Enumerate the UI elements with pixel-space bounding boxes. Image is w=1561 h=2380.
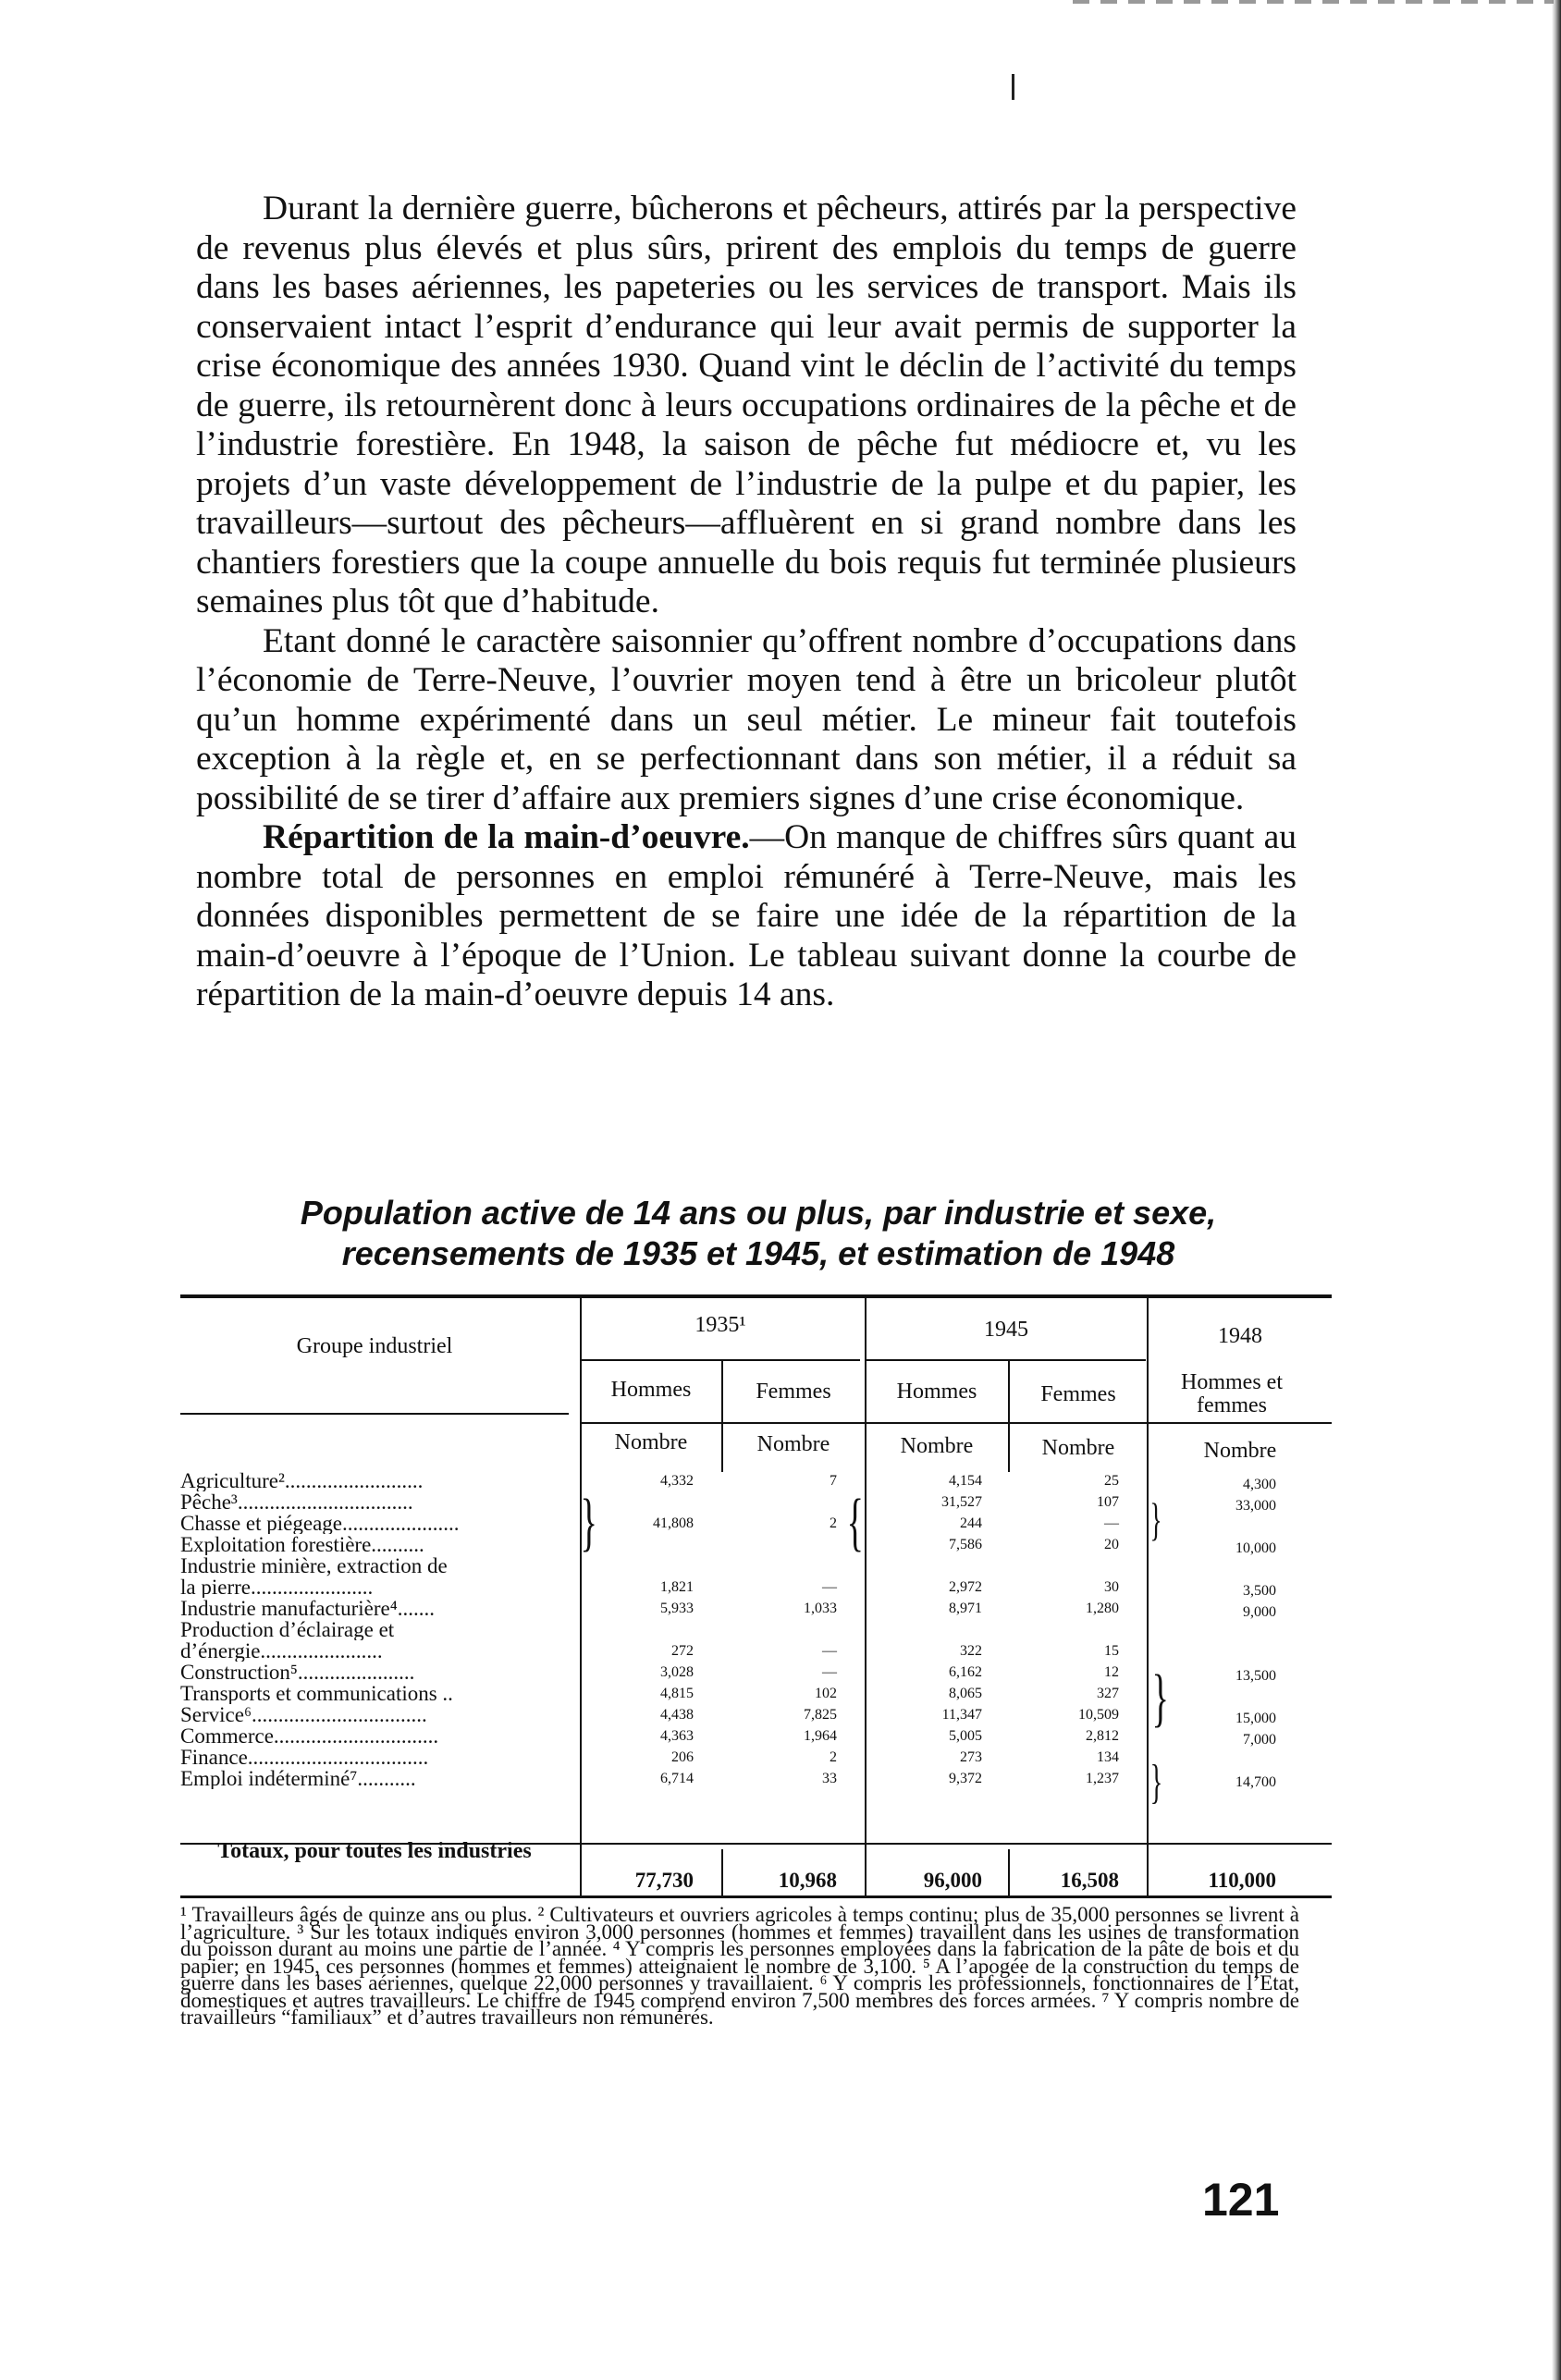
table-cell: 1,237 <box>1086 1771 1119 1786</box>
table-cell: 31,527 <box>941 1494 982 1510</box>
table-cell: 7,825 <box>804 1707 837 1723</box>
table-caption-line-1: Population active de 14 ans ou plus, par industrie et sexe, <box>300 1194 1217 1232</box>
table-cell: 4,438 <box>660 1707 694 1723</box>
year-1948-header: 1948 <box>1218 1324 1262 1348</box>
table-cell <box>1165 1644 1276 1665</box>
table-cell: — <box>822 1579 837 1595</box>
row-label: Chasse et piégeage...................... <box>180 1513 460 1534</box>
table-cell <box>1017 1555 1119 1576</box>
table-cell: 14,700 <box>1235 1774 1276 1790</box>
table-cell <box>1165 1623 1276 1644</box>
brace-icon: } <box>1151 1662 1170 1734</box>
table-cell: 6,162 <box>949 1664 982 1680</box>
table-cell <box>592 1491 694 1513</box>
nombre-label-4: Nombre <box>1041 1436 1115 1460</box>
table-cell: 322 <box>960 1643 982 1659</box>
table-cell <box>592 1534 694 1555</box>
table-cell: 1,964 <box>804 1728 837 1744</box>
table-cell: 2,812 <box>1086 1728 1119 1744</box>
table-cell: 7,586 <box>949 1537 982 1552</box>
table-cell: 107 <box>1097 1494 1119 1510</box>
table-cell: 25 <box>1104 1473 1119 1489</box>
year-1935-header: 1935¹ <box>694 1313 746 1337</box>
table-cell: 4,363 <box>660 1728 694 1744</box>
table-cell: 134 <box>1097 1749 1119 1765</box>
table-cell: — <box>1104 1515 1119 1531</box>
section-text: —On manque de chiffres sûrs quant au nombre total de personnes en emploi rémunéré à Terre-Neuve, mais les données disponibles permettent de se faire une idée de la répartition de la main-d’oeuvre à l’époque de l’Union. Le tableau suivant donne la courbe de répartition de la main-d’oeuvre depuis 14 ans. <box>196 818 1297 1013</box>
table-cell <box>592 1619 694 1640</box>
table-cell: 1,033 <box>804 1601 837 1616</box>
row-label: Emploi indéterminé⁷........... <box>180 1768 416 1789</box>
table-top-rule <box>180 1294 1332 1298</box>
row-label: Finance.................................. <box>180 1747 429 1768</box>
table-cell: 5,005 <box>949 1728 982 1744</box>
table-cell <box>1165 1516 1276 1538</box>
table-caption <box>185 1193 1332 1274</box>
row-label: Exploitation forestière.......... <box>180 1534 424 1555</box>
table-cell: — <box>822 1643 837 1659</box>
table-cell: 7,000 <box>1243 1732 1276 1748</box>
femmes-1945-header: Femmes <box>1040 1382 1116 1406</box>
table-cell <box>731 1619 837 1640</box>
table-cell <box>1165 1559 1276 1580</box>
table-cell: — <box>822 1664 837 1680</box>
table-cell: 9,372 <box>949 1771 982 1786</box>
table-cell: 4,332 <box>660 1473 694 1489</box>
row-label: Industrie manufacturière⁴....... <box>180 1598 435 1619</box>
femmes-1935-column <box>731 1470 837 1789</box>
table-cell: 3,028 <box>660 1664 694 1680</box>
femmes-1945-column <box>1017 1470 1119 1789</box>
table-cell: 4,154 <box>949 1473 982 1489</box>
table-cell <box>731 1534 837 1555</box>
table-cell: 2,972 <box>949 1579 982 1595</box>
table-cell: 272 <box>671 1643 694 1659</box>
total-femmes-1945: 16,508 <box>1060 1869 1119 1892</box>
col-divider-tot-2 <box>721 1849 723 1895</box>
row-labels <box>180 1470 569 1789</box>
table-caption-line-2: recensements de 1935 et 1945, et estimation de 1948 <box>341 1234 1175 1272</box>
hf-1948-column <box>1165 1474 1276 1793</box>
totals-label: Totaux, pour toutes les industries <box>217 1839 532 1863</box>
table-cell <box>592 1555 694 1576</box>
scan-edge <box>1552 0 1561 2380</box>
table-cell: 15 <box>1104 1643 1119 1659</box>
total-femmes-1935: 10,968 <box>778 1869 837 1892</box>
year-1935-rule <box>581 1359 860 1361</box>
table-cell: 273 <box>960 1749 982 1765</box>
table-cell: 8,065 <box>949 1686 982 1701</box>
table-cell: 41,808 <box>653 1515 694 1531</box>
table-cell: 1,280 <box>1086 1601 1119 1616</box>
scan-mark <box>1012 74 1014 100</box>
table-cell: 9,000 <box>1243 1604 1276 1620</box>
table-cell: 10,509 <box>1078 1707 1119 1723</box>
table-cell: 4,300 <box>1243 1477 1276 1492</box>
table-cell: 20 <box>1104 1537 1119 1552</box>
body-text <box>196 190 1297 1015</box>
table-cell <box>879 1619 982 1640</box>
paragraph-1: Durant la dernière guerre, bûcherons et pêcheurs, attirés par la perspective de revenus plus élevés et plus sûrs, prirent des emplois du temps de guerre dans les bases aériennes, les papeteries ou les services de transport. Mais ils conservaient intact l’esprit d’endurance qui leur avait permis de supporter la crise économique des années 1930. Quand vint le déclin de l’activité du temps de guerre, ils retournèrent donc à leurs occupations ordinaires de la pêche et de l’industrie forestière. En 1948, la saison de pêche fut médiocre et, vu les projets d’un vaste développement de l’industrie de la pulpe et du papier, les travailleurs—surtout des pêcheurs—affluèrent en si grand nombre dans les chantiers forestiers que la coupe annuelle du bois requis fut terminée plusieurs semaines plus tôt que d’habitude. <box>196 190 1297 620</box>
table-cell: 327 <box>1097 1686 1119 1701</box>
brace-icon: { <box>846 1487 865 1558</box>
paragraph-2: Etant donné le caractère saisonnier qu’offrent nombre d’occupations dans l’économie de Terre-Neuve, l’ouvrier moyen tend à être un bricoleur plutôt qu’un homme expérimenté dans un seul métier. Le mineur fait toutefois exception à la règle et, en se perfectionnant dans son métier, il a réduit sa possibilité de se tirer d’affaire aux premiers signes d’une crise économique. <box>196 621 1297 817</box>
footnotes: ¹ Travailleurs âgés de quinze ans ou plus. ² Cultivateurs et ouvriers agricoles à temps continu; plus de 35,000 personnes se livrent à l’agriculture. ³ Sur les totaux indiqués environ 3,000 personnes (hommes et femmes) travaillent dans les usines de transformation du poisson durant au moins une partie de l’année. ⁴ Y compris les personnes employées dans la fabrication de la pâte de bois et du papier; en 1945, ces personnes (hommes et femmes) atteignaient le nombre de 3,100. ⁵ A l’apogée de la construction du temps de guerre dans les bases aériennes, quelque 22,000 personnes y travaillaient. ⁶ Y compris les professionnels, fonctionnaires de l’Etat, domestiques et autres travailleurs. Le chiffre de 1945 comprend environ 7,500 membres des forces armées. ⁷ Y compris nombre de travailleurs “familiaux” et d’autres travailleurs non rémunérés. <box>180 1903 1299 2029</box>
row-label: Pêche³................................. <box>180 1491 413 1513</box>
table-cell: 2 <box>830 1749 837 1765</box>
row-label: Construction⁵...................... <box>180 1662 415 1683</box>
nombre-label-3: Nombre <box>900 1434 974 1458</box>
total-hommes-1935: 77,730 <box>634 1869 694 1892</box>
row-label: Service⁶................................. <box>180 1704 427 1725</box>
row-label: la pierre....................... <box>180 1576 374 1598</box>
total-1948: 110,000 <box>1208 1869 1276 1892</box>
nombre-label-5: Nombre <box>1203 1439 1277 1463</box>
table-cell: 8,971 <box>949 1601 982 1616</box>
table-cell: 12 <box>1104 1664 1119 1680</box>
table-cell: 102 <box>815 1686 837 1701</box>
year-1945-rule <box>867 1359 1146 1361</box>
table-cell: 33 <box>822 1771 837 1786</box>
table-cell <box>879 1555 982 1576</box>
table-cell: 13,500 <box>1235 1668 1276 1684</box>
year-1945-header: 1945 <box>984 1318 1028 1342</box>
section-heading: Répartition de la main-d’oeuvre. <box>263 818 750 856</box>
table-cell: 244 <box>960 1515 982 1531</box>
hommes-1945-column <box>879 1470 982 1789</box>
nombre-label-1: Nombre <box>614 1430 688 1454</box>
row-label: Production d’éclairage et <box>180 1619 395 1640</box>
paragraph-3 <box>196 818 1297 1015</box>
hommes-1935-column <box>592 1470 694 1789</box>
table-cell: 7 <box>830 1473 837 1489</box>
table-cell: 1,821 <box>660 1579 694 1595</box>
table-cell <box>731 1555 837 1576</box>
row-label: Commerce............................... <box>180 1725 439 1747</box>
table-cell: 206 <box>671 1749 694 1765</box>
table-cell <box>731 1491 837 1513</box>
table-cell: 10,000 <box>1235 1540 1276 1556</box>
page-number: 121 <box>1202 2174 1280 2226</box>
table-cell <box>1017 1619 1119 1640</box>
hommes-1945-header: Hommes <box>896 1380 977 1404</box>
table-cell: 33,000 <box>1235 1498 1276 1514</box>
row-label: Agriculture².......................... <box>180 1470 424 1491</box>
row-label: Industrie minière, extraction de <box>180 1555 448 1576</box>
row-label: Transports et communications .. <box>180 1683 453 1704</box>
row-label: d’énergie....................... <box>180 1640 383 1662</box>
hommes-femmes-1948-header: Hommes et femmes <box>1181 1370 1283 1417</box>
table-cell: 3,500 <box>1243 1583 1276 1599</box>
table-cell: 6,714 <box>660 1771 694 1786</box>
table-cell: 15,000 <box>1235 1711 1276 1726</box>
col-divider-tot-4 <box>1008 1849 1010 1895</box>
table-cell: 30 <box>1104 1579 1119 1595</box>
table-bottom-rule <box>180 1895 1332 1898</box>
femmes-1935-header: Femmes <box>756 1380 831 1404</box>
table-cell <box>1165 1687 1276 1708</box>
brace-icon: } <box>1149 1493 1162 1545</box>
group-header: Groupe industriel <box>296 1334 453 1358</box>
brace-icon: } <box>1149 1756 1163 1809</box>
table-cell: 2 <box>830 1515 837 1531</box>
total-hommes-1945: 96,000 <box>923 1869 982 1892</box>
table-cell: 5,933 <box>660 1601 694 1616</box>
table-cell: 4,815 <box>660 1686 694 1701</box>
scan-artifact <box>1073 0 1554 4</box>
nombre-label-2: Nombre <box>756 1432 830 1456</box>
table-header-rule <box>180 1413 569 1415</box>
hommes-1935-header: Hommes <box>610 1378 692 1402</box>
table-cell <box>1165 1750 1276 1772</box>
subheader-rule <box>581 1422 1332 1424</box>
brace-icon: } <box>580 1487 598 1558</box>
table-cell: 11,347 <box>941 1707 982 1723</box>
